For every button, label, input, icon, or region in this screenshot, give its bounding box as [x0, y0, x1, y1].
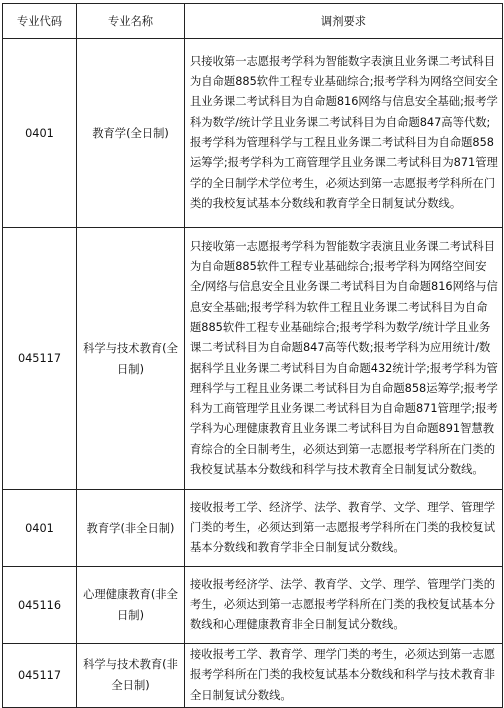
requirement-text: 接收报考工学、经济学、法学、教育学、文学、理学、管理学门类的考生，必须达到第一志愿报考学科所在门类的我校复试基本分数线和教育学非全日制复试分数线。 — [185, 490, 503, 567]
major-name: 教育学(非全日制) — [77, 490, 185, 567]
header-requirement: 调剂要求 — [185, 4, 503, 39]
requirement-text: 接收报考经济学、法学、教育学、文学、理学、管理学门类的考生，必须达到第一志愿报考学科所在门类的我校复试基本分数线和心理健康教育非全日制复试分数线。 — [185, 567, 503, 644]
requirement-text: 接收报考工学、教育学、理学门类的考生，必须达到第一志愿报考学科所在门类的我校复试基本分数线和科学与技术教育非全日制复试分数线。 — [185, 644, 503, 708]
table-row — [3, 567, 503, 644]
major-code: 045117 — [3, 228, 77, 490]
table-row — [3, 644, 503, 708]
table-row — [3, 228, 503, 490]
major-code: 0401 — [3, 490, 77, 567]
major-name: 科学与技术教育(非全日制) — [77, 644, 185, 708]
major-name: 科学与技术教育(全日制) — [77, 228, 185, 490]
requirement-text: 只接收第一志愿报考学科为智能数字表演且业务课二考试科目为自命题885软件工程专业基础综合;报考学科为网络空间安全且业务课二考试科目为自命题816网络与信息安全基础;报考学科为数学/统计学且业务课二考试科目为自命题847高等代数;报考学科为管理科学与工程且业务课二考试科目为自命题858运筹学;报考学科为工商管理学且业务课二考试科目为871管理学的全日制学术学位考生，必须达到第一志愿报考学科所在门类的我校复试基本分数线和教育学全日制复试分数线。 — [185, 39, 503, 228]
table-row — [3, 39, 503, 228]
header-major-code: 专业代码 — [3, 4, 77, 39]
requirement-text: 只接收第一志愿报考学科为智能数字表演且业务课二考试科目为自命题885软件工程专业基础综合;报考学科为网络空间安全/网络与信息安全且业务课二考试科目为自命题816网络与信息安全基础;报考学科为软件工程且业务课二考试科目为自命题885软件工程专业基础综合;报考学科为数学/统计学且业务课二考试科目为自命题847高等代数;报考学科为应用统计/数据科学且业务课二考试科目为自命题432统计学;报考学科为管理科学与工程且业务课二考试科目为自命题858运筹学;报考学科为工商管理学且业务课二考试科目为自命题871管理学;报考学科为心理健康教育且业务课二考试科目为自命题891智慧教育综合的全日制考生，必须达到第一志愿报考学科所在门类的我校复试基本分数线和科学与技术教育全日制复试分数线。 — [185, 228, 503, 490]
major-code: 045117 — [3, 644, 77, 708]
major-code: 045116 — [3, 567, 77, 644]
major-name: 心理健康教育(非全日制) — [77, 567, 185, 644]
table-row — [3, 490, 503, 567]
table-header-row — [3, 4, 503, 39]
adjustment-requirements-table — [2, 3, 503, 708]
major-code: 0401 — [3, 39, 77, 228]
major-name: 教育学(全日制) — [77, 39, 185, 228]
header-major-name: 专业名称 — [77, 4, 185, 39]
